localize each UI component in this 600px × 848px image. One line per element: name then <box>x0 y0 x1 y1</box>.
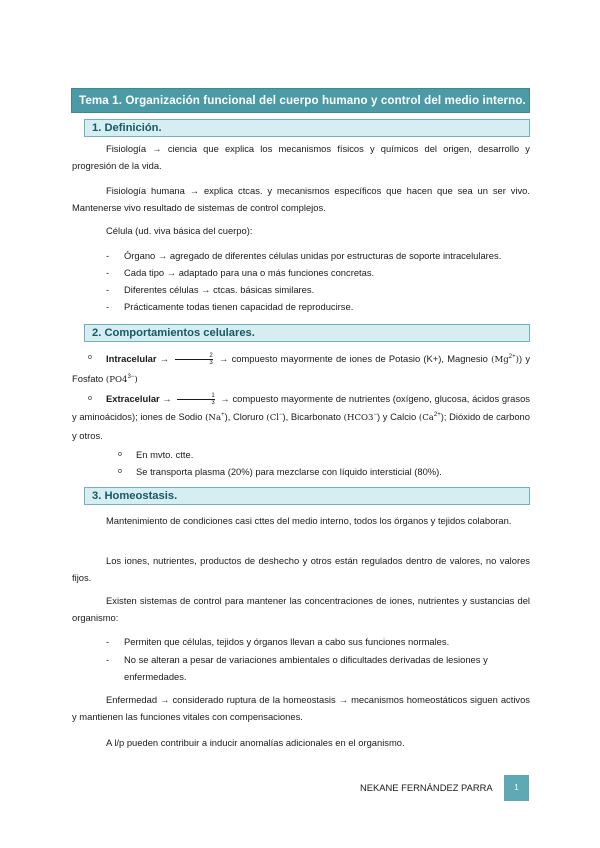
paragraph-iones: Los iones, nutrientes, productos de deshecho y otros están regulados dentro de valores, no valores fijos. <box>72 555 530 583</box>
fraction-two-thirds <box>175 353 212 366</box>
paragraph-celula: Célula (ud. viva básica del cuerpo): <box>106 225 253 236</box>
circle-bullet-icon: o <box>88 354 92 361</box>
list-item-text: Cada tipo → adaptado para una o más funciones concretas. <box>124 267 375 278</box>
fraction-numerator: 2 <box>209 353 213 360</box>
arrow-icon: → <box>159 353 170 365</box>
arrow-icon: → <box>162 393 172 404</box>
circle-bullet-icon: o <box>118 468 122 475</box>
paragraph-intracelular <box>72 349 530 389</box>
page-number: 1 <box>514 783 519 792</box>
fraction-one-third <box>177 393 214 406</box>
fraction-denominator: 3 <box>177 399 214 406</box>
fraction-numerator: 1 <box>211 393 215 400</box>
list-item-text: Diferentes células → ctcas. básicas similares. <box>124 284 315 295</box>
list-item <box>72 281 530 298</box>
extracelular-text-e: ); Dióxido de carbono y otros. <box>72 411 530 442</box>
list-item-text: No se alteran a pesar de variaciones ambientales o dificultades derivadas de lesiones y enfermedades. <box>124 654 488 682</box>
section-heading-text: 1. Definición. <box>92 122 162 134</box>
extracelular-text-d: ) y Calcio <box>377 411 419 423</box>
formula-close: ) <box>515 355 519 366</box>
section-heading-text: 2. Comportamientos celulares. <box>92 327 255 339</box>
formula-mg-charge: 2+ <box>508 354 516 360</box>
paragraph-mantenimiento: Mantenimiento de condiciones casi cttes del medio interno, todos los órganos y tejidos colaboran. <box>106 515 512 526</box>
list-item <box>72 298 530 315</box>
section-heading-comportamientos <box>84 324 530 342</box>
paragraph-largo-plazo: A l/p pueden contribuir a inducir anomalías adicionales en el organismo. <box>106 737 405 748</box>
term-intracelular: Intracelular <box>106 353 157 365</box>
sub-list-item <box>72 463 530 480</box>
formula-cl: (Cl <box>266 413 280 424</box>
formula-ca: (Ca <box>418 413 434 424</box>
formula-close: ) <box>134 375 138 386</box>
document-title-bar <box>71 88 530 113</box>
extracelular-text-a: → compuesto mayormente de nutrientes (oxígeno, glucosa, ácidos grasos y aminoácidos); iones de Sodio <box>72 393 530 423</box>
list-item-text: Órgano → agregado de diferentes células unidas por estructuras de soporte intracelulares. <box>124 250 502 261</box>
sub-list-item-text: En mvto. ctte. <box>136 449 194 460</box>
circle-bullet-icon: o <box>118 451 122 458</box>
section-heading-text: 3. Homeostasis. <box>92 490 178 502</box>
list-item-text: Prácticamente todas tienen capacidad de reproducirse. <box>124 301 354 312</box>
list-item <box>72 247 530 264</box>
formula-hco3: (HCO3 <box>343 413 374 424</box>
formula-ca-charge: 2+ <box>433 412 441 418</box>
paragraph-extracelular <box>72 390 530 444</box>
fraction-denominator: 3 <box>175 359 212 366</box>
circle-bullet-icon: o <box>88 395 92 402</box>
section-heading-homeostasis <box>84 487 530 505</box>
formula-cl-charge: − <box>279 412 283 418</box>
formula-na: (Na <box>205 413 222 424</box>
intracelular-text-a: → compuesto mayormente de iones de Potasio (K+), Magnesio <box>218 353 492 365</box>
list-item <box>72 264 530 281</box>
term-extracelular: Extracelular <box>106 393 160 404</box>
intracelular-text-b: ) y Fosfato <box>72 353 531 385</box>
list-item-text: Permiten que células, tejidos y órganos llevan a cabo sus funciones normales. <box>124 636 450 647</box>
dash-marker: - <box>106 250 110 261</box>
page-number-badge <box>504 775 529 801</box>
dash-marker: - <box>106 654 110 665</box>
paragraph-fisiologia-humana: Fisiología humana → explica ctcas. y mecanismos específicos que hacen que sea un ser vivo. Mantenerse vivo resultado de sistemas de control complejos. <box>72 185 530 213</box>
formula-hco3-charge: − <box>373 412 378 418</box>
formula-na-charge: + <box>221 412 225 418</box>
paragraph-enfermedad: Enfermedad → considerado ruptura de la homeostasis → mecanismos homeostáticos siguen activos y mantienen las funciones vitales con compensaciones. <box>72 694 530 722</box>
dash-marker: - <box>106 301 110 312</box>
list-item <box>72 651 530 685</box>
footer-author: NEKANE FERNÁNDEZ PARRA <box>360 782 493 793</box>
list-item <box>72 633 530 650</box>
sub-list-item-text: Se transporta plasma (20%) para mezclarse con líquido intersticial (80%). <box>136 466 442 477</box>
extracelular-text-b: ), Cloruro <box>224 411 267 423</box>
dash-marker: - <box>106 636 110 647</box>
formula-mg: (Mg <box>491 355 509 366</box>
section-heading-definicion <box>84 119 530 137</box>
formula-po4: (PO4 <box>105 375 128 386</box>
paragraph-fisiologia: Fisiología → ciencia que explica los mecanismos físicos y químicos del origen, desarrollo y progresión de la vida. <box>72 143 530 171</box>
paragraph-sistemas-control: Existen sistemas de control para mantener las concentraciones de iones, nutrientes y sustancias del organismo: <box>72 595 530 623</box>
dash-marker: - <box>106 267 110 278</box>
extracelular-text-c: ), Bicarbonato <box>282 411 344 423</box>
sub-list-item <box>72 446 530 463</box>
formula-po4-charge: 3− <box>127 374 135 381</box>
document-title: Tema 1. Organización funcional del cuerpo humano y control del medio interno. <box>79 94 526 107</box>
dash-marker: - <box>106 284 110 295</box>
